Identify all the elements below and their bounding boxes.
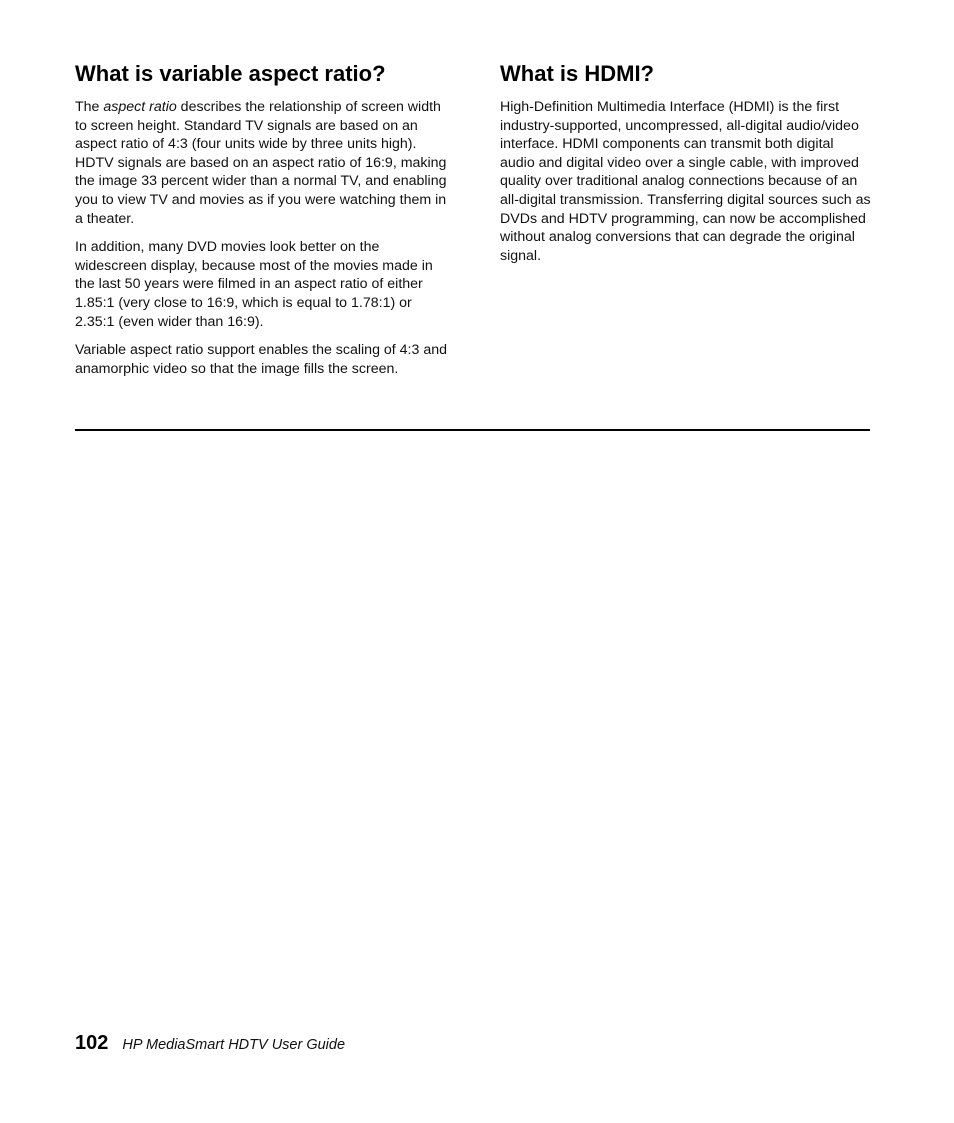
book-title: HP MediaSmart HDTV User Guide bbox=[122, 1037, 346, 1053]
right-column bbox=[500, 60, 872, 275]
p1-lead-text: The bbox=[75, 99, 104, 115]
aspect-ratio-paragraph-1 bbox=[75, 98, 447, 228]
page-number: 102 bbox=[75, 1032, 109, 1054]
hdmi-paragraph: High-Definition Multimedia Interface (HDMI) is the first industry-supported, uncompressed, all-digital audio/video interface. HDMI components can transmit both digital audio and digital video over a single cable, with improved quality over traditional analog connections because of an all-digital transmission. Transferring digital sources such as DVDs and HDTV programming, can now be accomplished without analog conversions that can degrade the original signal. bbox=[500, 99, 871, 264]
section-divider bbox=[75, 429, 870, 431]
page-footer bbox=[75, 1032, 345, 1055]
aspect-ratio-term: aspect ratio bbox=[103, 99, 177, 115]
left-column bbox=[75, 60, 447, 388]
aspect-ratio-paragraph-3: Variable aspect ratio support enables the scaling of 4:3 and anamorphic video so that the image fills the screen. bbox=[75, 342, 448, 377]
aspect-ratio-heading: What is variable aspect ratio? bbox=[75, 61, 386, 86]
p1-body-text: describes the relationship of screen width to screen height. Standard TV signals are based on an aspect ratio of 4:3 (four units wide by three units high). HDTV signals are based on an aspect ratio of 16:9, making the image 33 percent wider than a normal TV, and enabling you to view TV and movies as if you were watching them in a theater. bbox=[75, 99, 447, 227]
aspect-ratio-paragraph-2: In addition, many DVD movies look better on the widescreen display, because most of the movies made in the last 50 years were filmed in an aspect ratio of either 1.85:1 (very close to 16:9, which is equal to 1.78:1) or 2.35:1 (even wider than 16:9). bbox=[75, 239, 433, 330]
hdmi-heading: What is HDMI? bbox=[500, 61, 654, 86]
